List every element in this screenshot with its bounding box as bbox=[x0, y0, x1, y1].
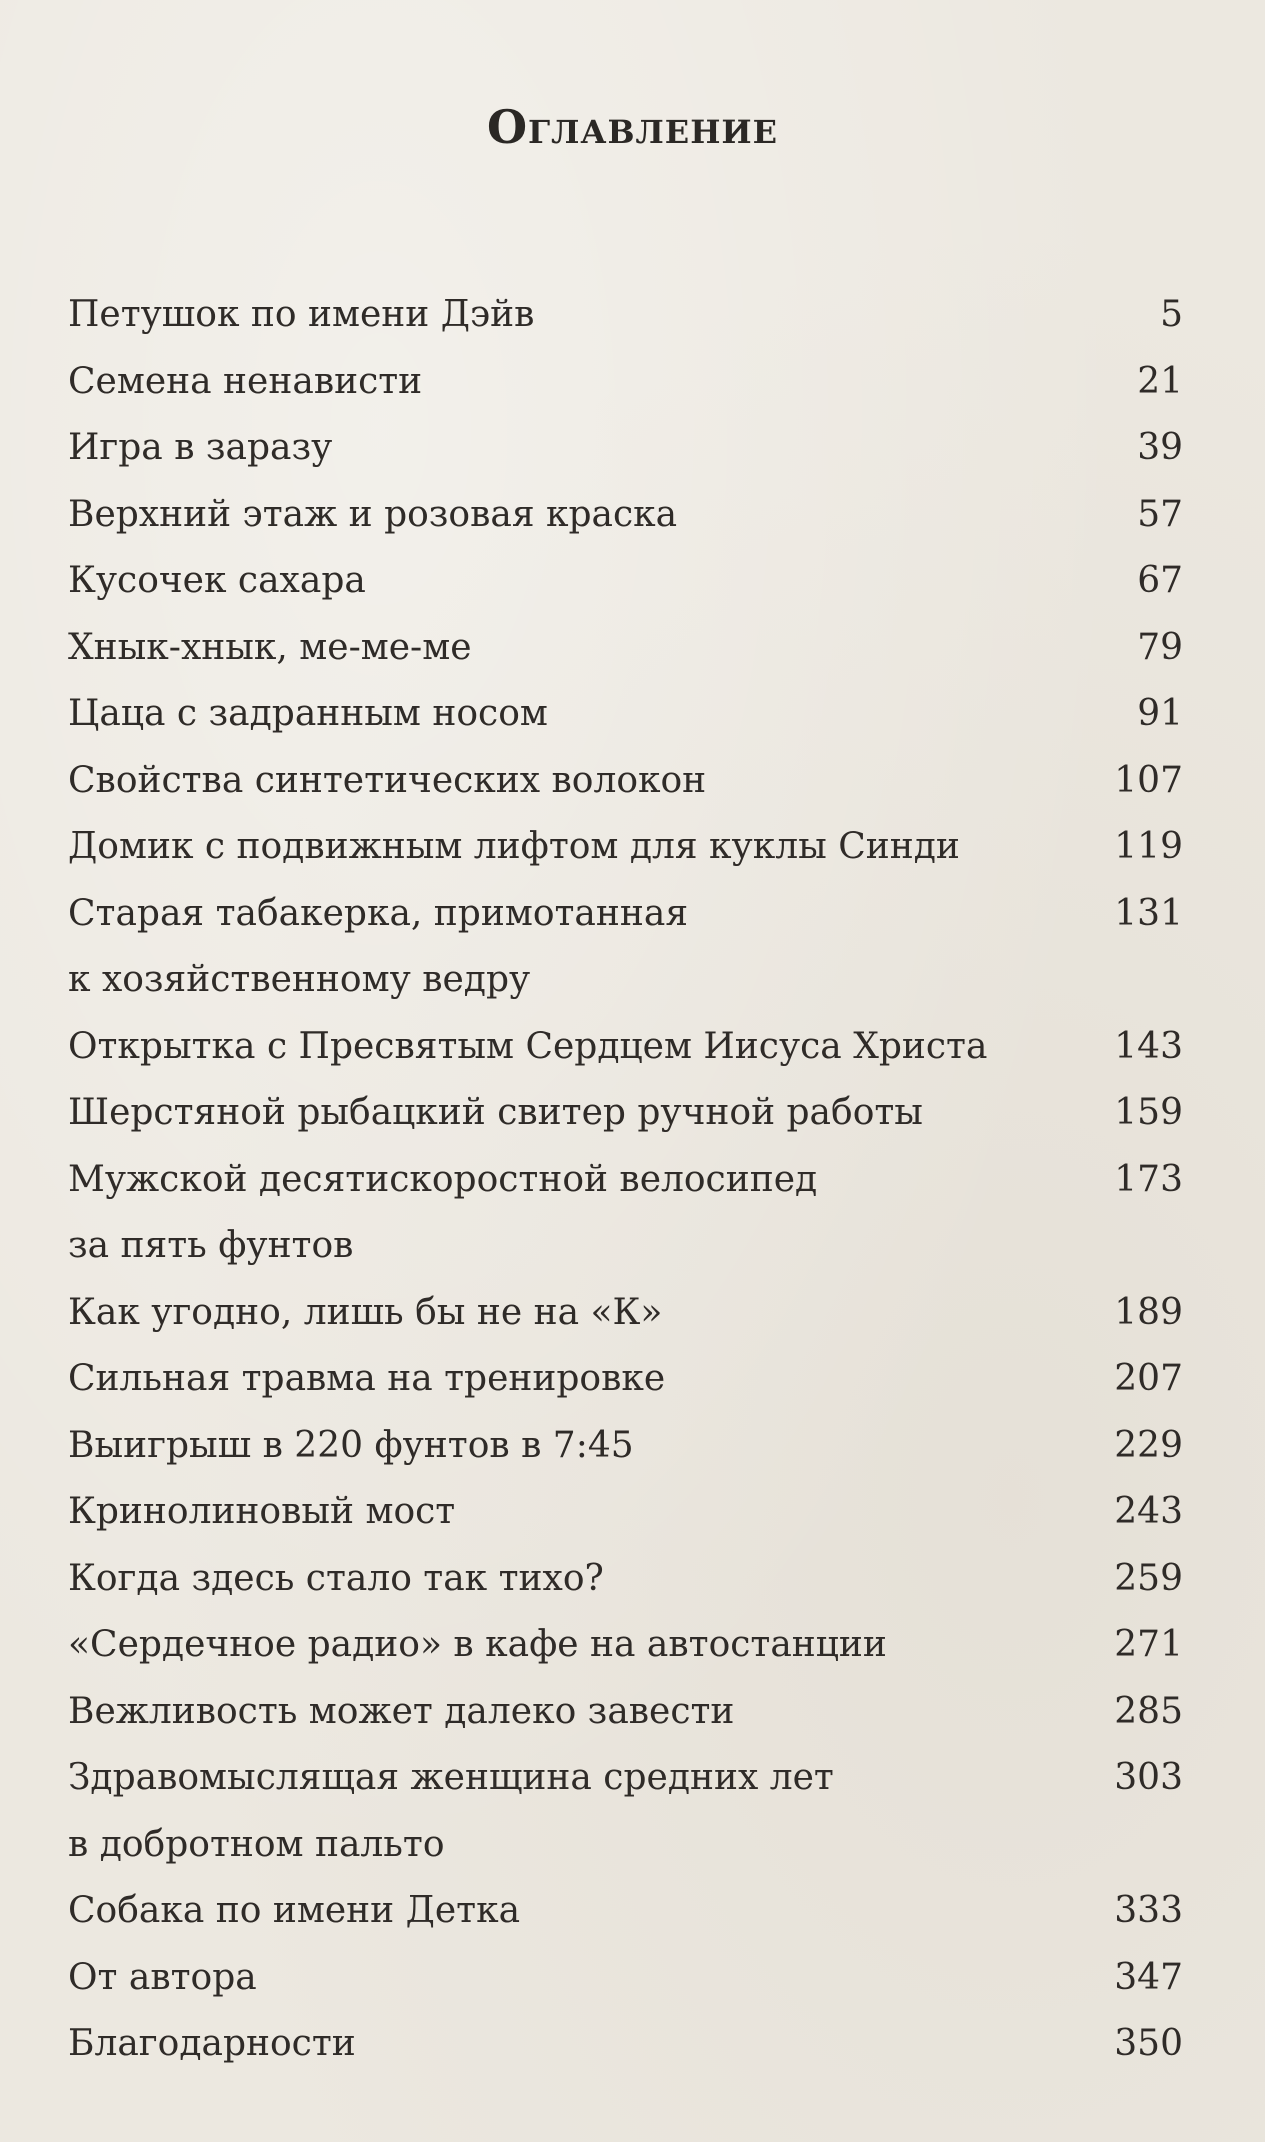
toc-entry-page: 91 bbox=[1137, 693, 1183, 734]
toc-entry-page: 159 bbox=[1114, 1092, 1183, 1133]
toc-entry bbox=[68, 548, 1183, 615]
toc-entry-title: Верхний этаж и розовая краска bbox=[68, 493, 678, 535]
toc-entry bbox=[68, 1014, 1183, 1081]
toc-entry-title: Выигрыш в 220 фунтов в 7:45 bbox=[68, 1424, 634, 1466]
toc-entry bbox=[68, 1413, 1183, 1480]
toc-entry-title: Цаца с задранным носом bbox=[68, 693, 548, 734]
toc-entry bbox=[68, 1945, 1183, 2012]
toc-entry bbox=[68, 881, 1183, 1014]
page-title: Оглавление bbox=[486, 100, 779, 154]
toc-entry bbox=[68, 482, 1183, 549]
toc-entry bbox=[68, 282, 1183, 349]
toc-entry-title: Когда здесь стало так тихо? bbox=[68, 1557, 604, 1599]
toc-entry-title: От автора bbox=[68, 1956, 257, 1998]
toc-entry bbox=[68, 1479, 1183, 1546]
toc-entry-page: 67 bbox=[1137, 560, 1183, 601]
toc-entry-title: Семена ненависти bbox=[68, 360, 423, 402]
toc-entry bbox=[68, 2011, 1183, 2078]
toc-entry-page: 39 bbox=[1137, 427, 1183, 468]
toc-entry-page: 21 bbox=[1137, 360, 1183, 402]
toc-entry-title: Здравомыслящая женщина средних лет в добротном пальто bbox=[68, 1757, 834, 1865]
toc-entry-page: 243 bbox=[1114, 1491, 1183, 1532]
toc-entry-page: 285 bbox=[1114, 1690, 1183, 1732]
toc-entry-page: 119 bbox=[1114, 826, 1183, 867]
toc-entry-page: 259 bbox=[1114, 1557, 1183, 1599]
toc-entry bbox=[68, 1612, 1183, 1679]
toc-entry-title: Старая табакерка, примотанная к хозяйственному ведру bbox=[68, 892, 689, 1000]
toc-entry-title: Мужской десятискоростной велосипед за пять фунтов bbox=[68, 1158, 818, 1266]
toc-entry-title: Кринолиновый мост bbox=[68, 1491, 456, 1532]
toc-entry-title: Хнык-хнык, ме-ме-ме bbox=[68, 626, 472, 668]
toc-entry-page: 347 bbox=[1114, 1956, 1183, 1998]
toc-entry bbox=[68, 349, 1183, 416]
toc-entry bbox=[68, 1546, 1183, 1613]
toc-entry-title: Благодарности bbox=[68, 2023, 356, 2064]
toc-entry bbox=[68, 1878, 1183, 1945]
toc-entry-page: 79 bbox=[1137, 626, 1183, 668]
toc-entry-title: Как угодно, лишь бы не на «К» bbox=[68, 1291, 663, 1333]
toc-entry-page: 271 bbox=[1114, 1624, 1183, 1665]
toc-entry-page: 57 bbox=[1137, 493, 1183, 535]
toc-entry-page: 107 bbox=[1114, 759, 1183, 801]
toc-entry-page: 189 bbox=[1114, 1291, 1183, 1333]
toc-entry-page: 333 bbox=[1114, 1890, 1183, 1931]
toc-entry bbox=[68, 814, 1183, 881]
toc-entry bbox=[68, 1679, 1183, 1746]
toc-entry-page: 303 bbox=[1114, 1757, 1183, 1798]
toc-entry-title: Сильная травма на тренировке bbox=[68, 1358, 666, 1399]
toc-entry-title: Игра в заразу bbox=[68, 427, 333, 468]
toc-entry-title: Домик с подвижным лифтом для куклы Синди bbox=[68, 826, 960, 867]
toc-entry-title: Петушок по имени Дэйв bbox=[68, 294, 535, 335]
toc-entry-page: 143 bbox=[1114, 1025, 1183, 1067]
toc-entry-title: Вежливость может далеко завести bbox=[68, 1690, 735, 1732]
toc-entry bbox=[68, 415, 1183, 482]
table-of-contents bbox=[68, 282, 1183, 2078]
toc-entry-page: 229 bbox=[1114, 1424, 1183, 1466]
toc-entry-page: 350 bbox=[1114, 2023, 1183, 2064]
toc-entry-title: «Сердечное радио» в кафе на автостанции bbox=[68, 1624, 887, 1665]
toc-entry-page: 5 bbox=[1160, 294, 1183, 335]
toc-entry-page: 131 bbox=[1114, 892, 1183, 934]
toc-entry bbox=[68, 615, 1183, 682]
toc-entry bbox=[68, 1280, 1183, 1347]
toc-entry bbox=[68, 1745, 1183, 1878]
toc-entry bbox=[68, 748, 1183, 815]
toc-entry bbox=[68, 1346, 1183, 1413]
toc-entry-title: Шерстяной рыбацкий свитер ручной работы bbox=[68, 1092, 923, 1133]
toc-entry bbox=[68, 681, 1183, 748]
toc-entry-title: Собака по имени Детка bbox=[68, 1890, 521, 1931]
toc-entry-page: 173 bbox=[1114, 1158, 1183, 1200]
toc-entry bbox=[68, 1147, 1183, 1280]
toc-entry bbox=[68, 1080, 1183, 1147]
toc-entry-page: 207 bbox=[1114, 1358, 1183, 1399]
toc-entry-title: Кусочек сахара bbox=[68, 560, 366, 601]
toc-entry-title: Свойства синтетических волокон bbox=[68, 759, 707, 801]
toc-entry-title: Открытка с Пресвятым Сердцем Иисуса Христа bbox=[68, 1025, 988, 1067]
